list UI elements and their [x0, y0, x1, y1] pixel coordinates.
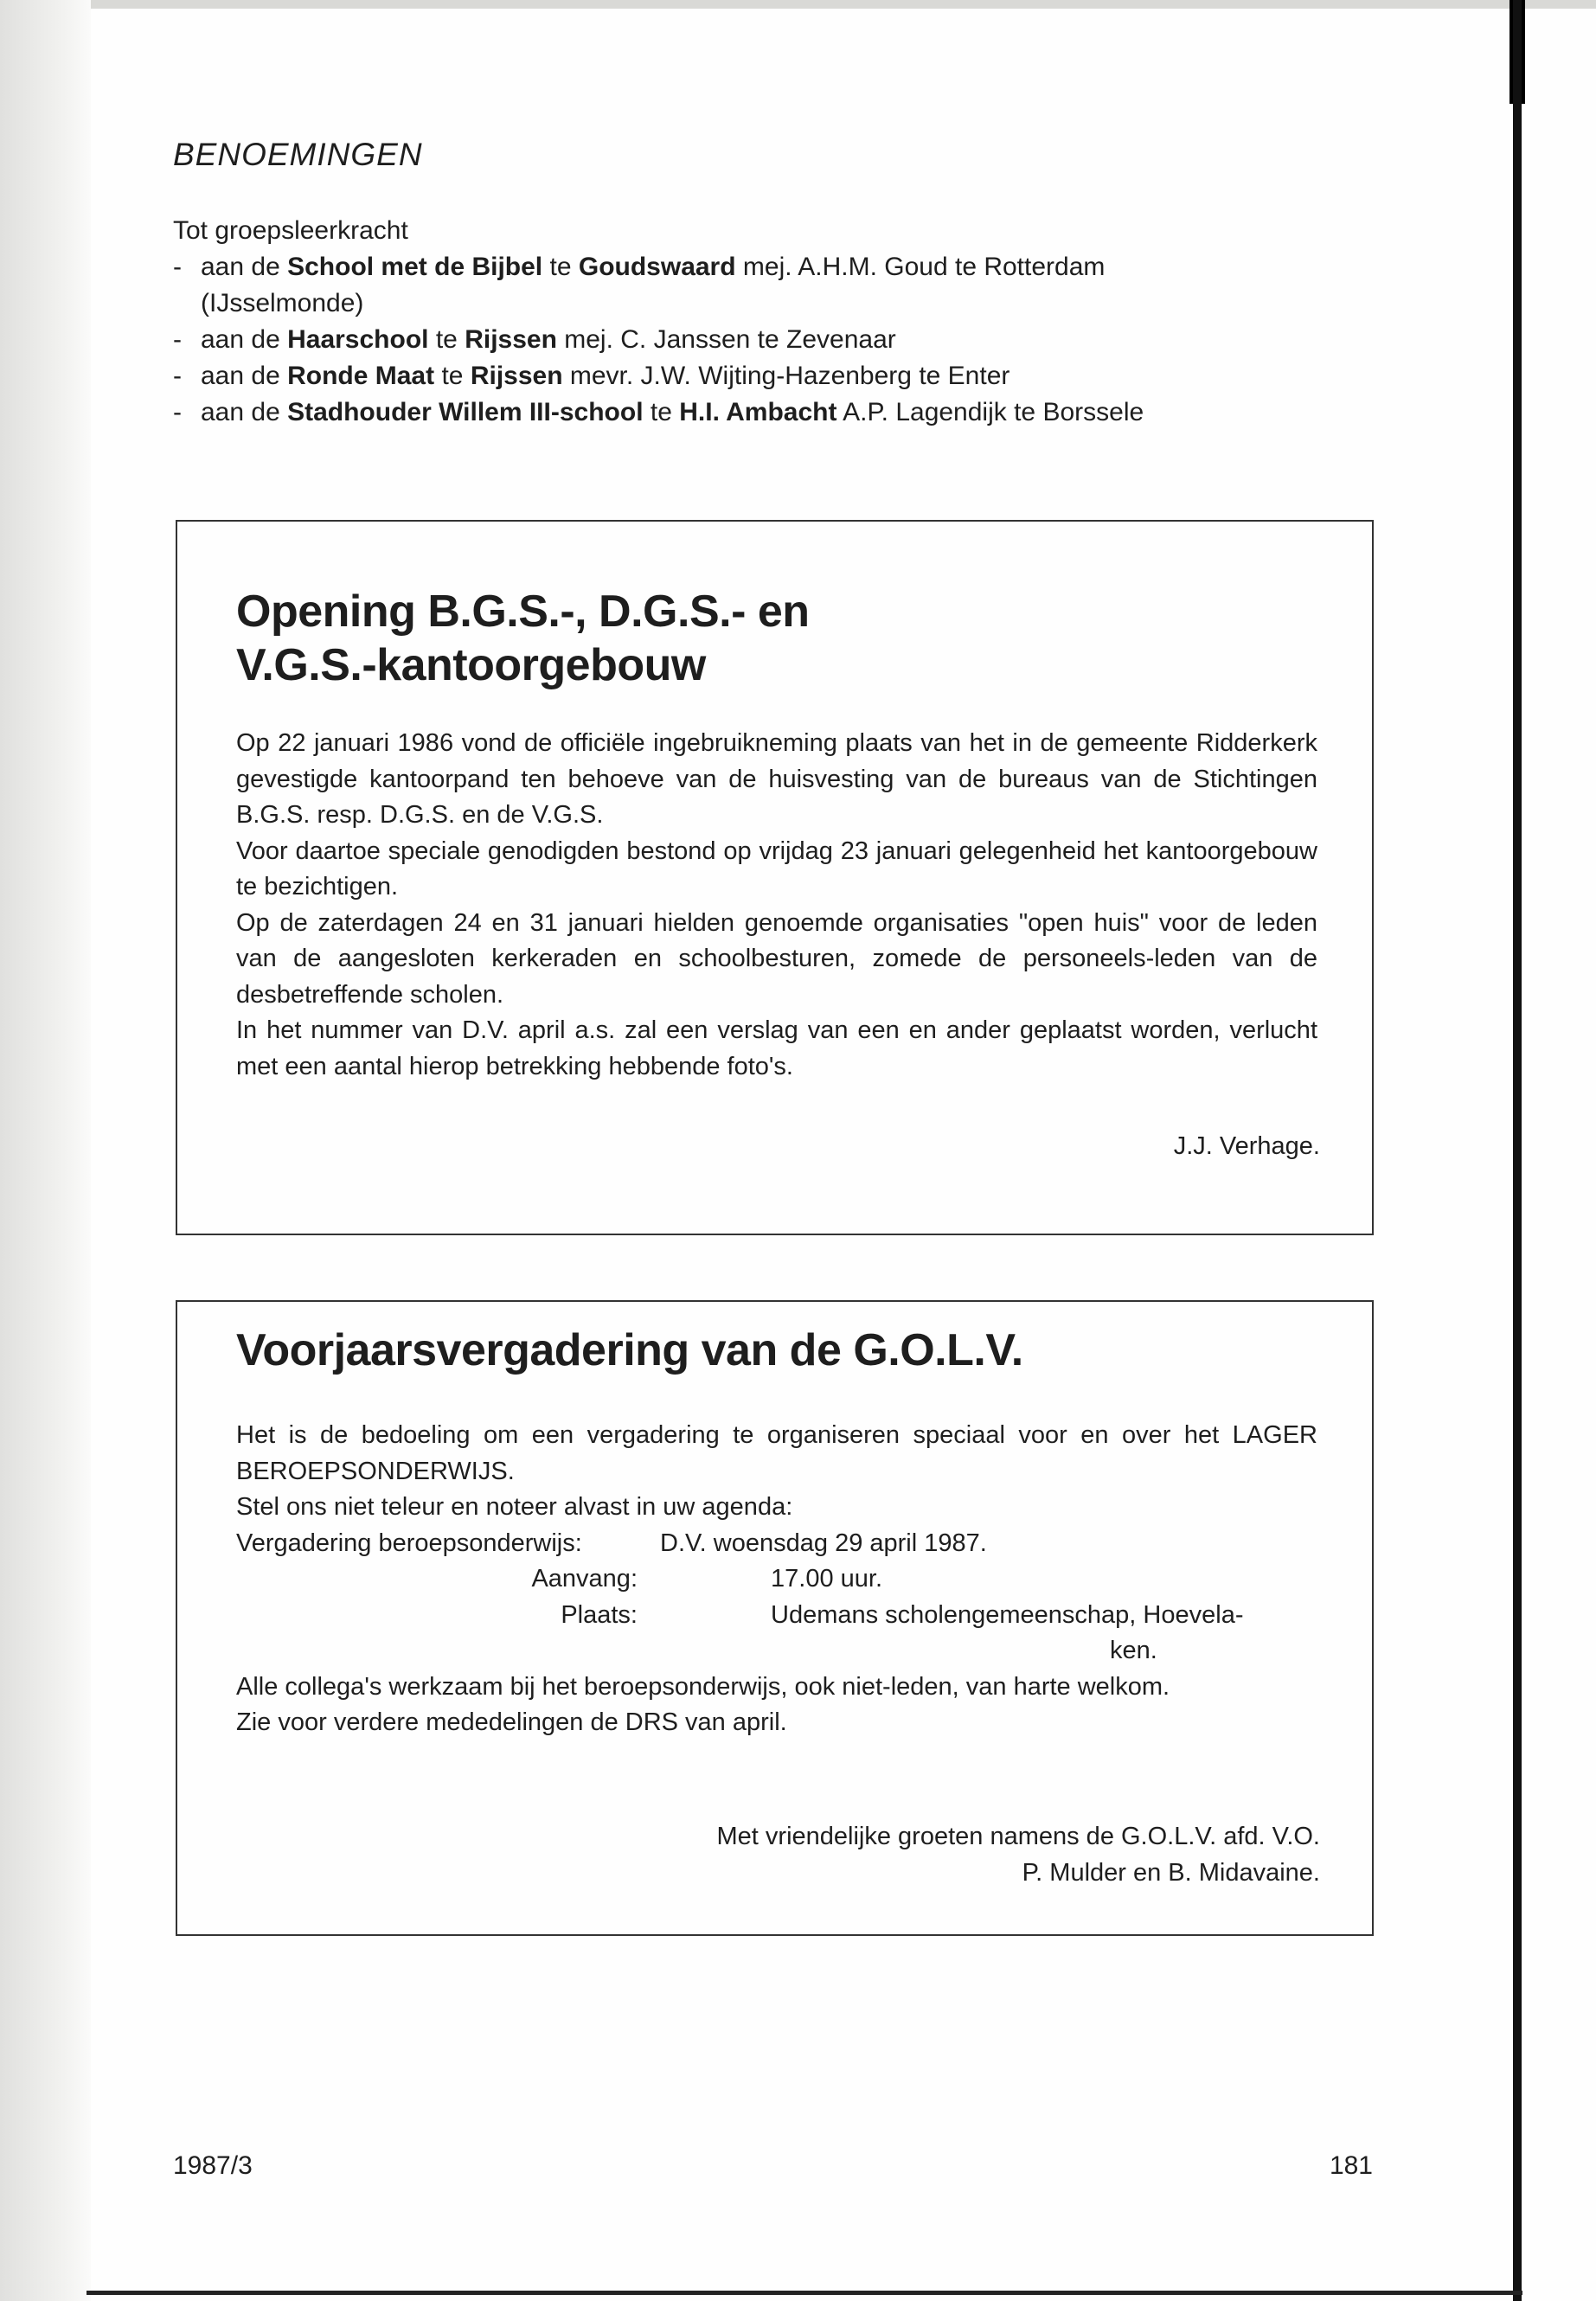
meeting-date-row: Vergadering beroepsonderwijs: D.V. woensdag 29 april 1987.: [236, 1529, 987, 1557]
paragraph: In het nummer van D.V. april a.s. zal een verslag van een en ander geplaatst worden, verlucht met een aantal hierop betrekking hebbende foto's.: [236, 1016, 1317, 1080]
paragraph: Voor daartoe speciale genodigden bestond op vrijdag 23 januari gelegenheid het kantoorgebouw te bezichtigen.: [236, 836, 1317, 901]
page-edge-bottom: [87, 2291, 1522, 2295]
paragraph: Alle collega's werkzaam bij het beroepsonderwijs, ook niet-leden, van harte welkom.: [236, 1672, 1170, 1701]
scan-left-shadow: [0, 0, 91, 2301]
school-name: Haarschool: [287, 325, 429, 354]
appointment-item: - aan de Haarschool te Rijssen mej. C. Janssen te Zevenaar: [173, 325, 896, 354]
box-title: Opening B.G.S.-, D.G.S.- en V.G.S.-kantoorgebouw: [236, 586, 810, 690]
town-name: H.I. Ambacht: [679, 398, 837, 426]
town-name: Rijssen: [465, 325, 557, 354]
paragraph: Op 22 januari 1986 vond de officiële ingebruikneming plaats van het in de gemeente Ridderkerk gevestigde kantoorpand ten behoeve van de huisvesting van de bureaus van de Stichtingen B.G.S. resp. D.G.S. en de V.G.S.: [236, 729, 1317, 829]
appointment-item: - aan de Ronde Maat te Rijssen mevr. J.W. Wijting-Hazenberg te Enter: [173, 362, 1010, 390]
box-body: [236, 726, 1317, 1085]
page-edge-right: [1513, 0, 1522, 2301]
paragraph: Het is de bedoeling om een vergadering te organiseren speciaal voor en over het LAGER BEROEPSONDERWIJS.: [236, 1421, 1317, 1485]
meeting-place-row-cont: ken.: [1110, 1637, 1157, 1664]
box-body: [236, 1418, 1317, 1741]
intro-line: Tot groepsleerkracht: [173, 216, 408, 245]
school-name: Stadhouder Willem III-school: [287, 398, 644, 426]
announcement-box-meeting: [176, 1300, 1374, 1936]
paragraph: Zie voor verdere mededelingen de DRS van april.: [236, 1708, 787, 1736]
scan-top-shadow: [0, 0, 1596, 9]
school-name: School met de Bijbel: [287, 253, 543, 281]
meeting-start-row: Aanvang: 17.00 uur.: [531, 1565, 882, 1593]
announcement-box-opening: [176, 520, 1374, 1235]
paragraph: Stel ons niet teleur en noteer alvast in uw agenda:: [236, 1493, 793, 1521]
section-heading: BENOEMINGEN: [173, 137, 423, 172]
issue-number: 1987/3: [173, 2151, 253, 2180]
page-number: 181: [1329, 2151, 1373, 2180]
signature: J.J. Verhage.: [1173, 1132, 1320, 1160]
paragraph: Op de zaterdagen 24 en 31 januari hielden genoemde organisaties "open huis" voor de leden van de aangesloten kerkeraden en schoolbesturen, zomede de personeels-leden van de desbetreffende scholen.: [236, 908, 1317, 1009]
school-name: Ronde Maat: [287, 362, 435, 390]
town-name: Goudswaard: [578, 253, 736, 281]
town-name: Rijssen: [470, 362, 563, 390]
box-title: Voorjaarsvergadering van de G.O.L.V.: [236, 1325, 1023, 1375]
appointment-item: - aan de Stadhouder Willem III-school te H.I. Ambacht A.P. Lagendijk te Borssele: [173, 398, 1144, 426]
closing: Met vriendelijke groeten namens de G.O.L.V. afd. V.O. P. Mulder en B. Midavaine.: [716, 1823, 1320, 1887]
meeting-place-row: Plaats: Udemans scholengemeenschap, Hoevela-: [561, 1600, 1244, 1629]
appointment-item: - aan de School met de Bijbel te Goudswaard mej. A.H.M. Goud te Rotterdam (IJsselmonde): [173, 253, 1106, 317]
